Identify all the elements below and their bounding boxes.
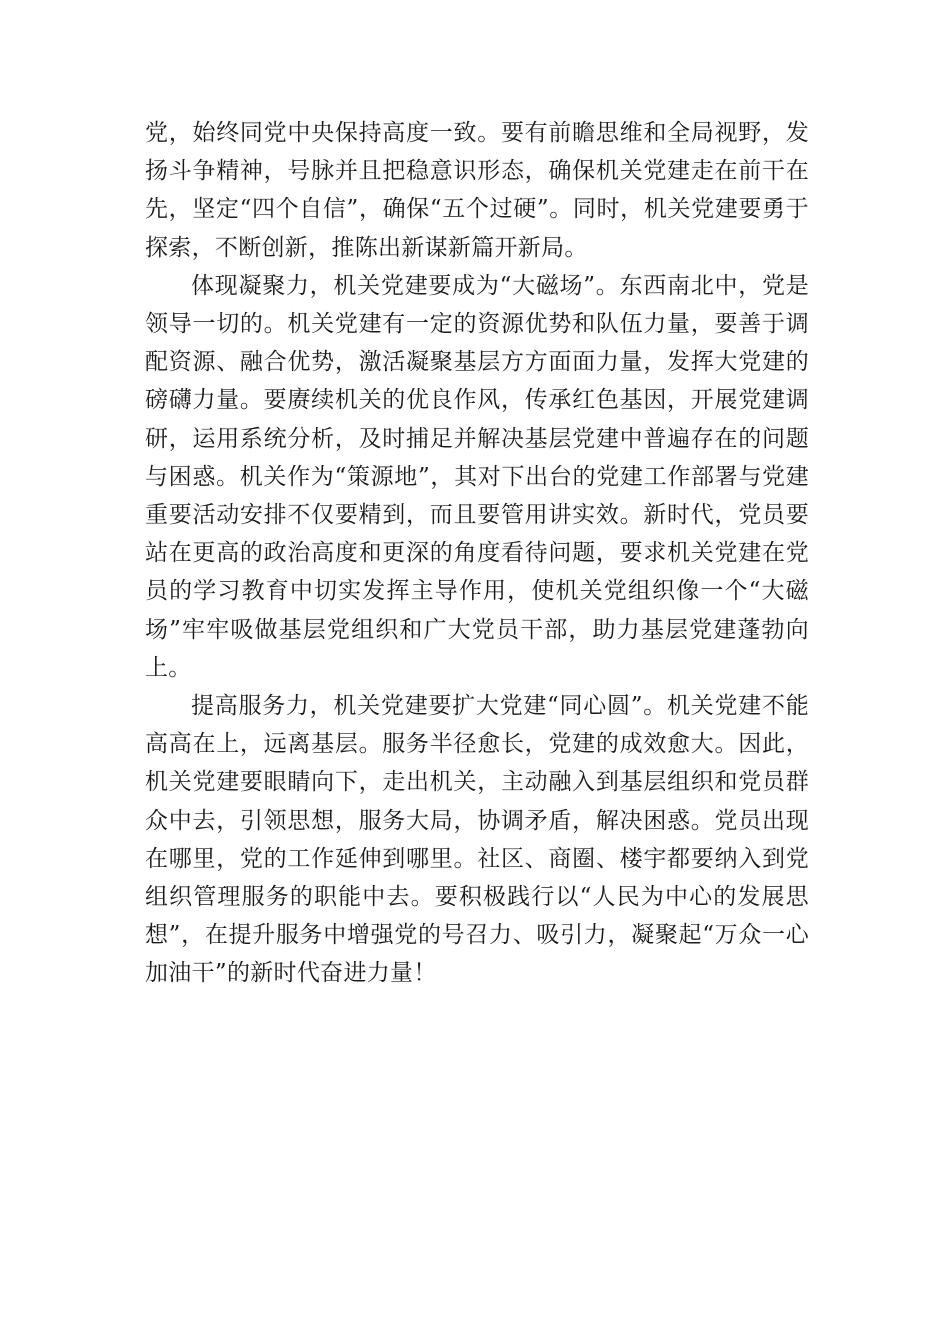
paragraph-cohesion: 体现凝聚力，机关党建要成为“大磁场”。东西南北中，党是领导一切的。机关党建有一定的资源优势和队伍力量，要善于调配资源、融合优势，激活凝聚基层方方面面力量，发挥大党建的磅礴力量。要赓续机关的优良作风，传承红色基因，开展党建调研，运用系统分析，及时捕足并解决基层党建中普遍存在的问题与困惑。机关作为“策源地”，其对下出台的党建工作部署与党建重要活动安排不仅要精到，而且要管用讲实效。新时代，党员要站在更高的政治高度和更深的角度看待问题，要求机关党建在党员的学习教育中切实发挥主导作用，使机关党组织像一个“大磁场”牢牢吸做基层党组织和广大党员干部，助力基层党建蓬勃向上。 — [145, 272, 809, 681]
document-body — [145, 114, 809, 993]
paragraph-continuation: 党，始终同党中央保持高度一致。要有前瞻思维和全局视野，发扬斗争精神，号脉并且把稳意识形态，确保机关党建走在前干在先，坚定“四个自信”，确保“五个过硬”。同时，机关党建要勇于探索，不断创新，推陈出新谋新篇开新局。 — [145, 120, 809, 261]
paragraph-service: 提高服务力，机关党建要扩大党建“同心圆”。机关党建不能高高在上，远离基层。服务半径愈长，党建的成效愈大。因此，机关党建要眼睛向下，走出机关，主动融入到基层组织和党员群众中去，引领思想，服务大局，协调矛盾，解决困惑。党员出现在哪里，党的工作延伸到哪里。社区、商圈、楼宇都要纳入到党组织管理服务的职能中去。要积极践行以“人民为中心的发展思想”，在提升服务中增强党的号召力、吸引力，凝聚起“万众一心加油干”的新时代奋进力量！ — [145, 693, 809, 987]
